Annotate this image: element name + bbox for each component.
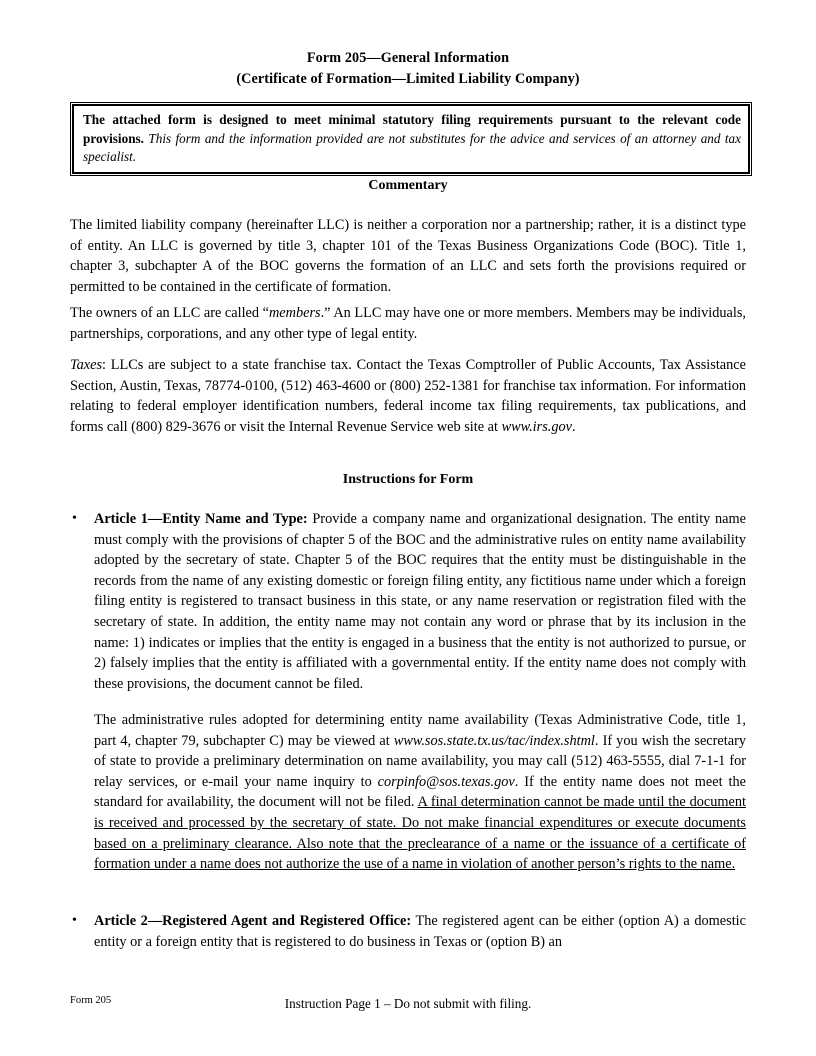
footer-form-number: Form 205 <box>70 995 112 1006</box>
title-line-primary: Form 205—General Information <box>306 50 510 66</box>
article-1-bullet-item <box>70 509 746 694</box>
corpinfo-email-link: corpinfo@sos.texas.gov <box>377 773 515 790</box>
article-2-label: Article 2—Registered Agent and Registered Office: <box>94 913 412 929</box>
article-2-text: The registered agent can be either (option A) a domestic entity or a foreign entity that is registered to do business in Texas or (option B) an <box>94 913 746 950</box>
article-1-text: Provide a company name and organizational designation. The entity name must comply with the provisions of chapter 5 of the BOC and the administrative rules on entity name availability adopted by the secretary of state. Chapter 5 of the BOC requires that the entity must be distinguishable in the records from the name of any existing domestic or foreign filing entity, any fictitious name under which a foreign filing entity is registered to transact business in this state, or any name reservation or registration filed with the secretary of state. In addition, the entity name may not contain any word or phrase that by its inclusion in the name: 1) indicates or implies that the entity is engaged in a business that the entity is not authorized to pursue, or 2) falsely implies that the entity is affiliated with a governmental entity. If the entity name does not comply with these provisions, the document cannot be filed. <box>94 511 746 692</box>
article-1-sub-paragraph <box>94 710 746 875</box>
taxes-body-tail: . <box>572 418 576 435</box>
statutory-notice-box <box>72 104 750 174</box>
article-2-body <box>94 911 746 952</box>
instructions-heading: Instructions for Form <box>342 472 474 487</box>
taxes-body-lead: : LLCs are subject to a state franchise tax. Contact the Texas Comptroller of Public Accounts, Tax Assistance Section, Austin, Texas, 78774-0100, (512) 463-4600 or (800) 252-1381 for franchise tax information. For information relating to federal employer identification numbers, federal income tax filing requirements, tax publications, and forms call (800) 829-3676 or visit the Internal Revenue Service web site at <box>70 357 746 435</box>
members-text-lead: The owners of an LLC are called “ <box>70 305 269 321</box>
commentary-heading: Commentary <box>368 178 448 193</box>
admin-rules-tail: . If the entity name does not meet the standard for availability, the document will not be filed. <box>94 773 746 811</box>
article-2-bullet-item <box>70 911 746 952</box>
footer-instruction-note: Instruction Page 1 – Do not submit with filing. <box>284 996 532 1011</box>
article-1-body <box>94 509 746 694</box>
final-determination-underlined-text: A final determination cannot be made until the document is received and processed by the secretary of state. Do not make financial expenditures or execute documents based on a preliminary clearance. Also note that the preclearance of a name or the issuance of a certificate of formation under a name does not authorize the use of a name in violation of another person’s rights to the name. <box>94 794 746 873</box>
admin-rules-lead: The administrative rules adopted for determining entity name availability (Texas Administrative Code, title 1, part 4, chapter 79, subchapter C) may be viewed at <box>94 712 746 749</box>
commentary-paragraph-1: The limited liability company (hereinafter LLC) is neither a corporation nor a partnership; rather, it is a distinct type of entity. An LLC is governed by title 3, chapter 101 of the Texas Business Organizations Code (BOC). Title 1, chapter 3, subchapter A of the BOC governs the formation of an LLC and sets forth the provisions required or permitted to be contained in the certificate of formation. <box>70 217 746 295</box>
title-line-secondary: (Certificate of Formation—Limited Liability Company) <box>236 71 580 87</box>
article-1-label: Article 1—Entity Name and Type: <box>94 511 308 527</box>
irs-website-link: www.irs.gov <box>501 418 572 435</box>
bullet-icon: • <box>72 511 77 526</box>
commentary-paragraph-2 <box>70 303 746 344</box>
notice-bold-text: The attached form is designed to meet minimal statutory filing requirements pursuant to the relevant code provisions. <box>83 112 741 146</box>
page-title <box>70 48 746 90</box>
members-italic-term: members <box>268 305 321 321</box>
bullet-icon: • <box>72 913 77 928</box>
admin-rules-mid: . If you wish the secretary of state to provide a preliminary determination on name availability, you may call (512) 463-5555, dial 7-1-1 for relay services, or e-mail your name inquiry to <box>94 732 746 790</box>
taxes-label: Taxes <box>70 357 103 373</box>
taxes-paragraph <box>70 355 746 437</box>
members-text-tail: .” An LLC may have one or more members. Members may be individuals, partnerships, corporations, and any other type of legal entity. <box>70 305 747 342</box>
tac-website-link: www.sos.state.tx.us/tac/index.shtml <box>393 732 595 749</box>
notice-italic-text: This form and the information provided are not substitutes for the advice and services of an attorney and tax specialist. <box>83 130 742 164</box>
